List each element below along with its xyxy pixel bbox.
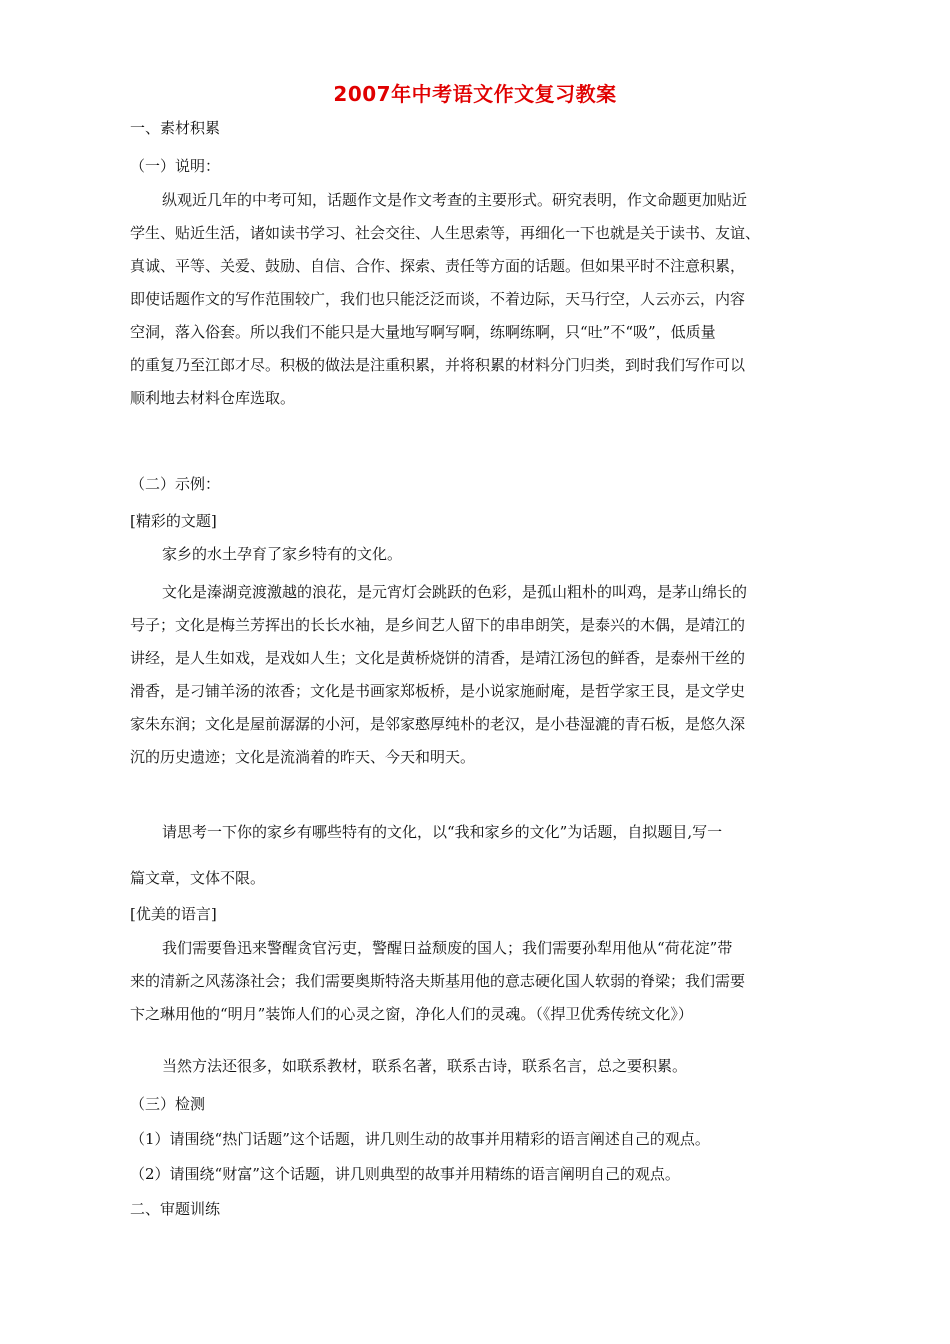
document-title: 2007年中考语文作文复习教案	[333, 82, 617, 106]
subsection-heading-test: （三）检测	[130, 1095, 206, 1113]
paragraph-line: 号子；文化是梅兰芳挥出的长长水袖，是乡间艺人留下的串串朗笑，是泰兴的木偶，是靖江的	[130, 616, 746, 634]
paragraph-line: 当然方法还很多，如联系教材，联系名著，联系古诗，联系名言，总之要积累。	[162, 1057, 688, 1075]
test-question-2: （2）请围绕“财富”这个话题，讲几则典型的故事并用精练的语言阐明自己的观点。	[130, 1165, 680, 1183]
paragraph-line: 篇文章，文体不限。	[130, 869, 266, 887]
paragraph-explanation	[130, 184, 820, 415]
paragraph-line: 沉的历史遗迹；文化是流淌着的昨天、今天和明天。	[130, 748, 476, 766]
paragraph-line: 我们需要鲁迅来警醒贪官污吏，警醒日益颓废的国人；我们需要孙犁用他从“荷花淀”带	[162, 939, 733, 957]
paragraph-line: 家乡的水土孕育了家乡特有的文化。	[162, 545, 403, 563]
paragraph-line: 滑香，是刁铺羊汤的浓香；文化是书画家郑板桥，是小说家施耐庵，是哲学家王艮，是文学史	[130, 682, 746, 700]
paragraph-prompt	[130, 822, 820, 895]
paragraph-line: 学生、贴近生活，诸如读书学习、社会交往、人生思索等，再细化一下也就是关于读书、友谊、	[130, 224, 761, 242]
paragraph-line: 顺利地去材料仓库选取。	[130, 389, 296, 407]
paragraph-line: 即使话题作文的写作范围较广，我们也只能泛泛而谈，不着边际，天马行空，人云亦云，内容	[130, 290, 746, 308]
paragraph-hometown	[130, 538, 820, 571]
paragraph-line: 空洞，落入俗套。所以我们不能只是大量地写啊写啊，练啊练啊，只“吐”不“吸”，低质量	[130, 323, 716, 341]
paragraph-methods	[130, 1050, 820, 1083]
paragraph-line: 的重复乃至江郎才尽。积极的做法是注重积累，并将积累的材料分门归类，到时我们写作可以	[130, 356, 746, 374]
test-question-1: （1）请围绕“热门话题”这个话题，讲几则生动的故事并用精彩的语言阐述自己的观点。	[130, 1130, 710, 1148]
paragraph-line: 真诚、平等、关爱、鼓励、自信、合作、探索、责任等方面的话题。但如果平时不注意积累，	[130, 257, 746, 275]
paragraph-line: 请思考一下你的家乡有哪些特有的文化，以“我和家乡的文化”为话题，自拟题目,写一	[162, 823, 723, 841]
bracket-heading-beautiful-language: [优美的语言]	[130, 905, 217, 923]
section-heading-2: 二、审题训练	[130, 1200, 221, 1218]
paragraph-line: 讲经，是人生如戏，是戏如人生；文化是黄桥烧饼的清香，是靖江汤包的鲜香，是泰州干丝的	[130, 649, 746, 667]
paragraph-line: 卞之琳用他的“明月”装饰人们的心灵之窗，净化人们的灵魂。（《捍卫优秀传统文化》）	[130, 1005, 693, 1023]
paragraph-culture	[130, 576, 820, 774]
paragraph-language	[130, 932, 820, 1031]
paragraph-line: 来的清新之风荡涤社会；我们需要奥斯特洛夫斯基用他的意志硬化国人软弱的脊梁；我们需要	[130, 972, 746, 990]
section-heading-1: 一、素材积累	[130, 119, 221, 137]
subsection-heading-explanation: （一）说明：	[130, 157, 221, 175]
bracket-heading-wonderful-topics: [精彩的文题]	[130, 512, 217, 530]
paragraph-line: 家朱东润；文化是屋前潺潺的小河，是邻家憨厚纯朴的老汉，是小巷湿漉的青石板，是悠久深	[130, 715, 746, 733]
paragraph-line: 文化是溱湖竞渡激越的浪花，是元宵灯会跳跃的色彩，是孤山粗朴的叫鸡，是茅山绵长的	[162, 583, 748, 601]
paragraph-line: 纵观近几年的中考可知，话题作文是作文考查的主要形式。研究表明，作文命题更加贴近	[162, 191, 748, 209]
subsection-heading-example: （二）示例：	[130, 475, 221, 493]
